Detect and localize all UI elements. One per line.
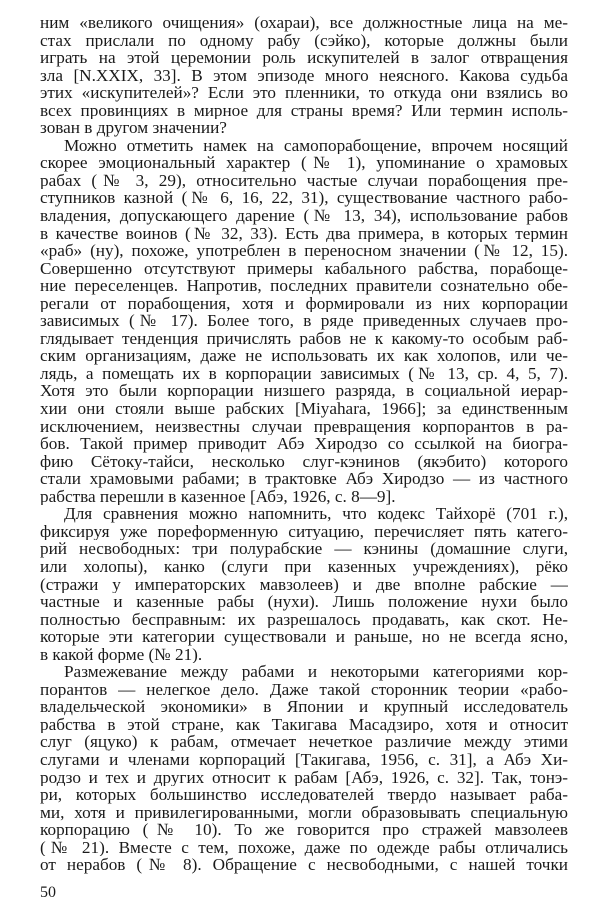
text-line: корпорацию (№ 10). То же говорится про стражей мавзолеев: [40, 821, 568, 839]
text-line: рабства в этой стране, как Такигава Масадзиро, хотя и относит: [40, 715, 568, 734]
text-line: хии они стояли выше рабских [Miyahara, 1966]; за единственным: [40, 400, 568, 418]
paragraph-2: [40, 137, 568, 505]
text-line: бов. Такой пример приводит Абэ Хиродзо со ссылкой на биогра-: [40, 435, 568, 453]
text-line: глядывает тенденция причислять рабов не к какому-то особым раб-: [40, 329, 568, 348]
text-line: слугами и членами корпораций [Такигава, 1956, с. 31], а Абэ Хи-: [40, 750, 568, 769]
text-line: в качестве воинов (№ 32, 33). Есть два примера, в которых термин: [40, 224, 568, 243]
text-line: зла [N.XXIX, 33]. В этом эпизоде много неясного. Какова судьба: [40, 66, 568, 85]
text-line: ским организациям, даже не использовать их как холопов, или че-: [40, 347, 568, 365]
text-line: играть на этой церемонии роль искупителей в залог отвращения: [40, 49, 568, 67]
page-number: 50: [40, 884, 56, 901]
text-line: которые эти категории существовали и раньше, но не всегда ясно,: [40, 628, 568, 646]
text-line: лядь, а помещать их в корпорации зависимых (№ 13, ср. 4, 5, 7).: [40, 364, 568, 383]
text-line: зависимых (№ 17). Более того, в ряде приведенных случаев про-: [40, 312, 568, 330]
text-line: фиксируя уже пореформенную ситуацию, перечисляет пять катего-: [40, 522, 568, 541]
text-line: родзо и тех и других относит к рабам [Абэ, 1926, с. 32]. Так, тонэ-: [40, 768, 568, 787]
text-line: в какой форме (№ 21).: [40, 645, 203, 664]
text-line: рабства перешли в казенное [Абэ, 1926, с. 8—9].: [40, 487, 396, 506]
text-line: рий несвободных: три полурабские — кэнины (домашние слуги,: [40, 540, 568, 558]
text-line: (№ 21). Вместе с тем, похоже, даже по одежде рабы отличались: [40, 838, 568, 857]
text-line: ступников казной (№ 6, 16, 22, 31), существование частного рабо-: [40, 189, 568, 208]
text-line: Можно отметить намек на самопорабощение, впрочем носящий: [64, 136, 568, 155]
text-line: владения, допускающего дарение (№ 13, 34), использование рабов: [40, 207, 568, 225]
text-line: Размежевание между рабами и некоторыми категориями кор-: [64, 663, 568, 681]
text-line: порантов — нелегкое дело. Даже такой сторонник теории «рабо-: [40, 680, 568, 699]
text-line: Совершенно отсутствуют примеры кабального рабства, порабоще-: [40, 259, 568, 278]
text-line: Для сравнения можно напомнить, что кодекс Тайхорё (701 г.),: [64, 505, 568, 523]
text-line: ми, хотя и привилегированными, могли образовывать специальную: [40, 803, 568, 822]
text-line: ним «великого очищения» (охараи), все должностные лица на ме-: [40, 14, 568, 32]
paragraph-1: [40, 14, 568, 137]
text-line: всех провинциях в мирное для страны время? Или термин исполь-: [40, 101, 568, 120]
paragraph-4: [40, 663, 568, 874]
document-page: [40, 14, 568, 874]
paragraph-3: [40, 505, 568, 663]
text-line: слуг (яцуко) к рабам, отмечает нечеткое различие между этими: [40, 733, 568, 751]
text-line: ри, которых большинство исследователей твердо называет раба-: [40, 786, 568, 804]
text-line: исключением, неизвестны случаи превращения корпорантов в ра-: [40, 417, 568, 436]
text-line: фию Сётоку-тайси, несколько слуг-кэнинов (якэбито) которого: [40, 452, 568, 471]
text-line: ние переселенцев. Напротив, последних правители сознательно обе-: [40, 277, 568, 295]
text-line: стали храмовыми рабами; в трактовке Абэ Хиродзо — из частного: [40, 470, 568, 488]
text-line: частные и казенные рабы (нухи). Лишь положение нухи было: [40, 593, 568, 611]
text-line: (стражи у императорских мавзолеев) и две вполне рабские —: [40, 575, 568, 594]
text-line: этих «искупителей»? Если это пленники, то откуда они взялись во: [40, 84, 568, 102]
text-line: Хотя это были корпорации низшего разряда, в социальной иерар-: [40, 382, 568, 401]
text-line: от нерабов (№ 8). Обращение с несвободными, с нашей точки: [40, 856, 568, 874]
text-line: зован в другом значении?: [40, 119, 227, 137]
text-line: скорее эмоциональный характер (№ 1), упоминание о храмовых: [40, 154, 568, 172]
text-line: стах прислали по одному рабу (сэйко), которые должны были: [40, 31, 568, 50]
text-line: или холопы), канко (слуги при казенных учреждениях), рёко: [40, 557, 568, 576]
text-line: регали от порабощения, хотя и формировали из них корпорации: [40, 294, 568, 313]
text-line: «раб» (ну), похоже, употреблен в переносном значении (№ 12, 15).: [40, 242, 568, 260]
text-line: рабах (№ 3, 29), относительно частые случаи порабощения пре-: [40, 171, 568, 190]
text-line: полностью бесправным: их разрешалось продавать, как скот. Не-: [40, 610, 568, 629]
text-line: владельческой экономики» в Японии и крупный исследователь: [40, 698, 568, 716]
